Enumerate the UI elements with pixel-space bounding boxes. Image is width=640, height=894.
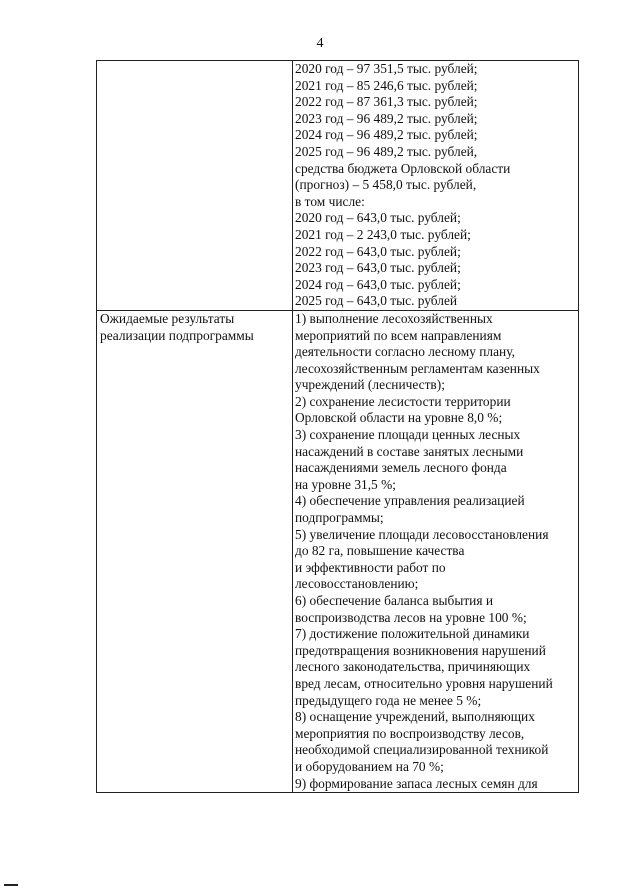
- result-line: 5) увеличение площади лесовосстановления: [295, 526, 549, 542]
- result-line: воспроизводства лесов на уровне 100 %;: [295, 609, 527, 625]
- funding-line: 2025 год – 96 489,2 тыс. рублей,: [295, 143, 478, 159]
- result-line: 8) оснащение учреждений, выполняющих: [295, 709, 535, 725]
- funding-line: 2022 год – 643,0 тыс. рублей;: [295, 243, 461, 259]
- result-line: 3) сохранение площади ценных лесных: [295, 427, 521, 443]
- funding-row: [97, 61, 579, 311]
- funding-line: 2021 год – 85 246,6 тыс. рублей;: [295, 77, 478, 93]
- result-line: лесовосстановлению;: [295, 576, 419, 592]
- result-line: до 82 га, повышение качества: [295, 543, 465, 559]
- result-line: и оборудованием на 70 %;: [295, 758, 444, 774]
- result-line: на уровне 31,5 %;: [295, 476, 396, 492]
- result-line: 2) сохранение лесистости территории: [295, 393, 511, 409]
- results-row: [97, 310, 579, 792]
- funding-line: 2023 год – 643,0 тыс. рублей;: [295, 260, 461, 276]
- result-line: мероприятия по воспроизводству лесов,: [295, 725, 525, 741]
- funding-line: 2022 год – 87 361,3 тыс. рублей;: [295, 94, 478, 110]
- results-label-line: Ожидаемые результаты: [100, 310, 235, 326]
- result-line: учреждений (лесничеств);: [295, 377, 445, 393]
- corner-mark: [4, 884, 18, 886]
- funding-line: 2025 год – 643,0 тыс. рублей: [295, 293, 458, 309]
- result-line: 9) формирование запаса лесных семян для: [295, 775, 538, 791]
- result-line: деятельности согласно лесному плану,: [295, 344, 515, 360]
- funding-line: 2024 год – 96 489,2 тыс. рублей;: [295, 127, 478, 143]
- result-line: вред лесам, относительно уровня нарушений: [295, 675, 553, 691]
- result-line: 1) выполнение лесохозяйственных: [295, 310, 493, 326]
- result-line: 6) обеспечение баланса выбытия и: [295, 593, 494, 608]
- result-line: необходимой специализированной техникой: [295, 742, 549, 758]
- result-line: мероприятий по всем направлениям: [295, 327, 502, 343]
- funding-line: (прогноз) – 5 458,0 тыс. рублей,: [295, 177, 477, 193]
- passport-table: [96, 60, 579, 793]
- result-line: подпрограммы;: [295, 510, 384, 526]
- funding-line: 2024 год – 643,0 тыс. рублей;: [295, 276, 461, 292]
- result-line: предыдущего года не менее 5 %;: [295, 692, 482, 708]
- result-line: 7) достижение положительной динамики: [295, 626, 530, 642]
- funding-line: средства бюджета Орловской области: [295, 160, 511, 176]
- funding-value-cell: [293, 61, 579, 311]
- page-number: 4: [316, 36, 324, 51]
- result-line: Орловской области на уровне 8,0 %;: [295, 410, 503, 426]
- results-label-cell: [97, 310, 293, 792]
- funding-label-cell: [97, 61, 293, 311]
- funding-line: в том числе:: [295, 193, 365, 209]
- result-line: и эффективности работ по: [295, 559, 446, 575]
- results-value-cell: [293, 310, 579, 792]
- result-line: насаждений в составе занятых лесными: [295, 443, 524, 459]
- result-line: лесного законодательства, причиняющих: [295, 659, 531, 675]
- funding-line: 2020 год – 643,0 тыс. рублей;: [295, 210, 461, 226]
- funding-line: 2023 год – 96 489,2 тыс. рублей;: [295, 110, 478, 126]
- result-line: 4) обеспечение управления реализацией: [295, 493, 525, 509]
- result-line: насаждениями земель лесного фонда: [295, 460, 507, 476]
- result-line: предотвращения возникновения нарушений: [295, 642, 546, 658]
- funding-line: 2020 год – 97 351,5 тыс. рублей;: [295, 61, 478, 76]
- result-line: лесохозяйственным регламентам казенных: [295, 360, 540, 376]
- funding-line: 2021 год – 2 243,0 тыс. рублей;: [295, 226, 471, 242]
- results-label-line: реализации подпрограммы: [100, 327, 254, 343]
